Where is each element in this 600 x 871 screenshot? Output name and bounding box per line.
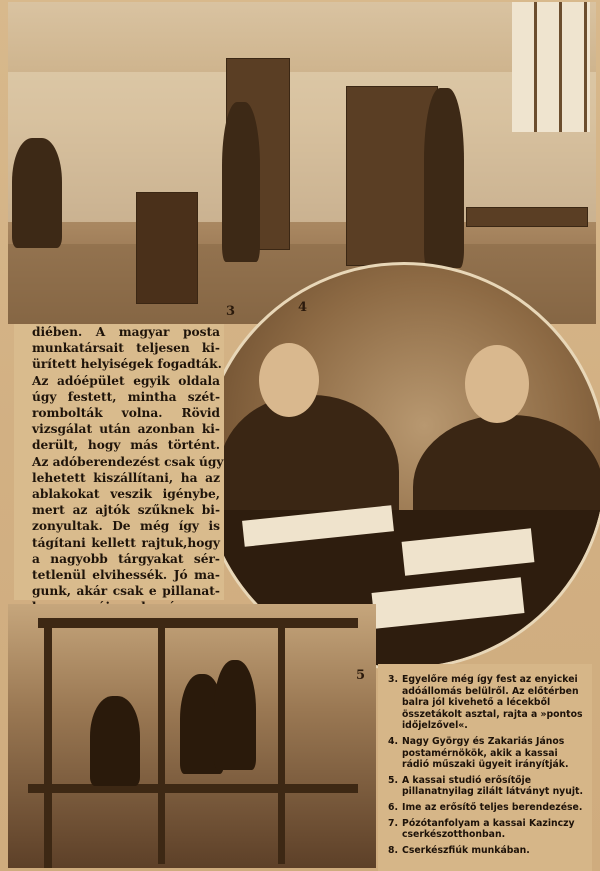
photo-captions: [378, 664, 592, 871]
scaffold-post: [278, 628, 285, 864]
photo-wall: [8, 72, 596, 222]
photo-amplifier-scaffold: [8, 604, 376, 868]
photo-radio-station-interior: [8, 2, 596, 324]
article-line: lehetett kiszállítani, ha az: [32, 470, 220, 485]
technician-figure-left: [12, 138, 62, 248]
worker-figure: [90, 696, 140, 786]
article-line: derült, hogy más történt.: [32, 438, 220, 453]
engineer-left-face: [259, 343, 319, 417]
article-line: Az adóberendezést csak úgy: [32, 454, 224, 469]
article-line: vizsgálat után azonban ki-: [32, 422, 220, 437]
article-line: zonyultak. De még így is: [32, 519, 220, 534]
article-line: tetlenül elvihessék. Jó ma-: [32, 568, 220, 583]
article-line: diében. A magyar posta: [32, 325, 220, 339]
caption-item: 5. A kassai studió erősítője pillanatnyilag zilált látványt nyujt.: [388, 774, 584, 798]
caption-item: 3. Egyelőre még így fest az enyickei adóállomás belülről. Az előtérben balra jól kivehető a lécekből összetákolt asztal, rajta a »pontos időjelzővel«.: [388, 674, 583, 732]
article-line: rombolták volna. Rövid: [32, 406, 220, 421]
article-line: ablakokat veszik igénybe,: [32, 487, 220, 502]
scaffold-beam-top: [38, 618, 358, 628]
article-line: Az adóépület egyik oldala: [32, 373, 220, 388]
article-line: úgy festett, mintha szét-: [32, 389, 220, 404]
photo-window: [512, 2, 590, 132]
wooden-chair: [136, 192, 198, 304]
article-text: [14, 324, 224, 600]
article-line: a nagyobb tárgyakat sér-: [32, 551, 220, 566]
photo-number-3: 3: [226, 304, 236, 319]
article-line: munkatársait teljesen ki-: [32, 341, 220, 356]
photo-number-4: 4: [298, 300, 308, 315]
technician-figure-center: [222, 102, 260, 262]
article-line: gunk, akár csak e pillanat-: [32, 584, 220, 599]
workbench: [466, 207, 588, 227]
article-line: tágítani kellett rajtuk,hogy: [32, 535, 220, 550]
photo-number-5: 5: [356, 668, 366, 683]
article-line: mert az ajtók szűknek bi-: [32, 503, 220, 518]
scaffold-post: [44, 618, 52, 868]
caption-item: 4. Nagy György és Zakariás János postamérnökök, akik a kassai rádió műszaki ügyeit irányítják.: [388, 735, 569, 771]
scaffold-beam-bottom: [28, 784, 358, 793]
caption-item: 8. Cserkészfiúk munkában.: [388, 844, 530, 856]
engineer-right-face: [465, 345, 529, 423]
technician-figure-right: [424, 88, 464, 268]
caption-item: 6. Ime az erősítő teljes berendezése.: [388, 801, 583, 813]
article-line: ürített helyiségek fogadták.: [32, 357, 222, 372]
caption-item: 7. Pózótanfolyam a kassai Kazinczy cserkészotthonban.: [388, 817, 575, 841]
worker-figure: [214, 660, 256, 770]
scaffold-post: [158, 624, 165, 864]
